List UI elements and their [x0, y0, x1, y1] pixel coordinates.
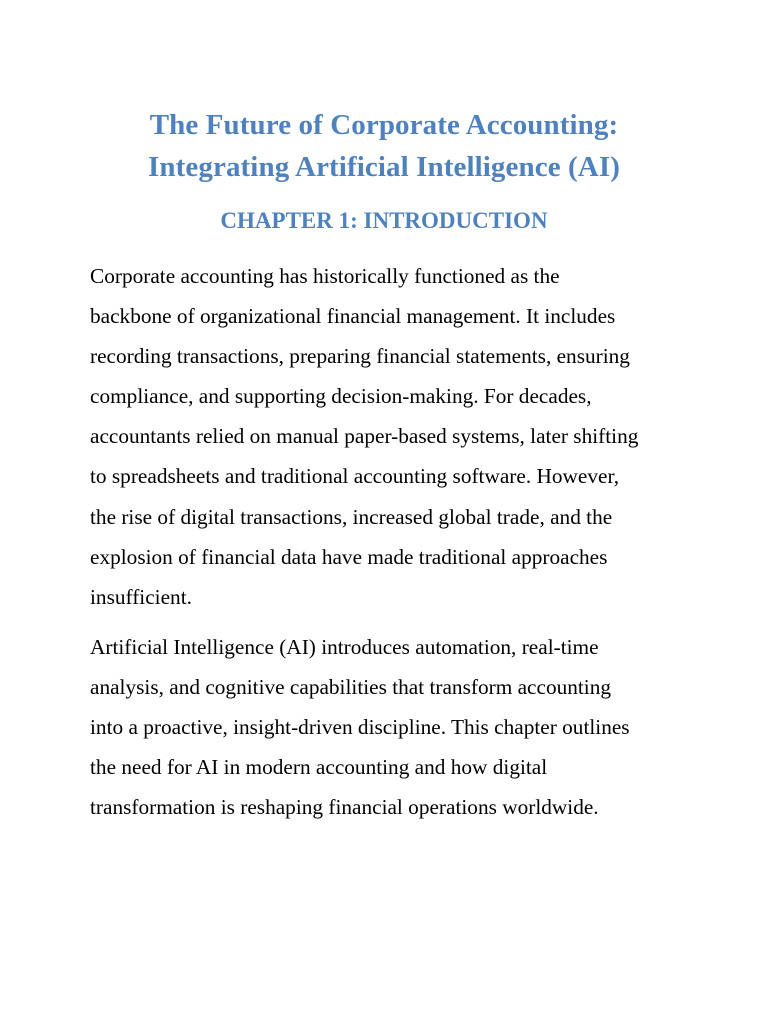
chapter-title: CHAPTER 1: INTRODUCTION — [220, 208, 548, 233]
paragraph-line: the rise of digital transactions, increased global trade, and the — [90, 504, 613, 529]
paragraph-line: the need for AI in modern accounting and how digital — [90, 755, 548, 780]
document-title-line-2: Integrating Artificial Intelligence (AI) — [148, 151, 620, 183]
paragraph-line: explosion of financial data have made traditional approaches — [90, 544, 608, 569]
paragraph-2 — [90, 627, 678, 827]
paragraph-line: recording transactions, preparing financial statements, ensuring — [90, 344, 630, 369]
document-title — [90, 104, 678, 188]
paragraph-1 — [90, 256, 678, 617]
paragraph-line: Artificial Intelligence (AI) introduces automation, real-time — [90, 634, 599, 659]
paragraph-line: insufficient. — [90, 584, 192, 609]
document-title-line-1: The Future of Corporate Accounting: — [149, 109, 619, 141]
paragraph-line: Corporate accounting has historically functioned as the — [90, 264, 560, 288]
paragraph-line: compliance, and supporting decision-making. For decades, — [90, 384, 592, 409]
paragraph-line: into a proactive, insight-driven discipline. This chapter outlines — [90, 715, 630, 740]
paragraph-line: to spreadsheets and traditional accounting software. However, — [90, 464, 620, 489]
paragraph-line: analysis, and cognitive capabilities that transform accounting — [90, 674, 612, 699]
paragraph-line: accountants relied on manual paper-based systems, later shifting — [90, 424, 639, 449]
paragraph-line: backbone of organizational financial management. It includes — [90, 304, 616, 329]
paragraph-line: transformation is reshaping financial operations worldwide. — [90, 795, 599, 820]
